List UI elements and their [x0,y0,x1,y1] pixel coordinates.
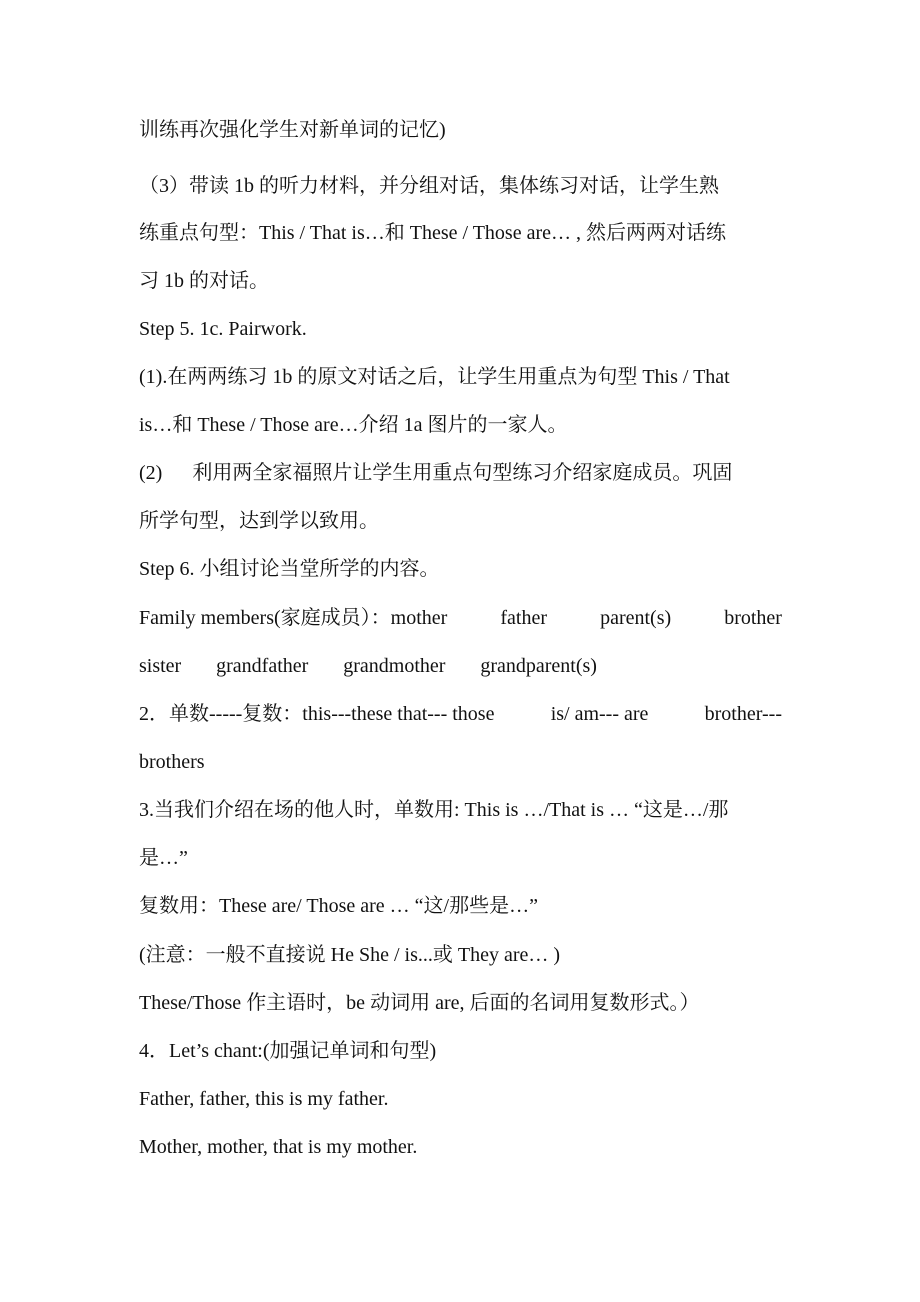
chant-line: Mother, mother, that is my mother. [139,1136,418,1158]
family-term: Family members(家庭成员）：mother [139,607,448,629]
family-term: sister [139,655,182,677]
family-term: brother [724,607,782,629]
text-line: 练重点句型：This / That is…和 These / Those are… , 然后两两对话练 [139,222,726,244]
text-line: 3.当我们介绍在场的他人时，单数用: This is …/That is … “这是…/那 [139,799,729,821]
family-members-row [139,651,597,681]
text-line: is…和 These / Those are…介绍 1a 图片的一家人。 [139,414,568,436]
step-heading: Step 6. 小组讨论当堂所学的内容。 [139,558,440,580]
text-line: 4．Let’s chant:(加强记单词和句型) [139,1040,437,1062]
text-line: 所学句型，达到学以致用。 [139,510,379,532]
text-line: (1).在两两练习 1b 的原文对话之后，让学生用重点为句型 This / That [139,366,730,388]
text-line: 训练再次强化学生对新单词的记忆) [139,119,446,141]
text-line: 是…” [139,847,188,869]
plural-row [139,699,782,729]
text-line: 复数用：These are/ Those are … “这/那些是…” [139,895,538,917]
text-line: （3）带读 1b 的听力材料，并分组对话，集体练习对话，让学生熟 [139,175,719,197]
chant-line: Father, father, this is my father. [139,1088,389,1110]
family-term: grandparent(s) [480,655,597,677]
text-line: These/Those 作主语时，be 动词用 are, 后面的名词用复数形式。） [139,992,700,1014]
plural-term: 2．单数-----复数：this---these that--- those [139,703,495,725]
plural-term: brother--- [704,703,782,725]
text-line: brothers [139,751,205,773]
plural-term: is/ am--- are [550,703,649,725]
text-line: (注意：一般不直接说 He She / is...或 They are… ) [139,944,561,966]
text-line: (2) 利用两全家福照片让学生用重点句型练习介绍家庭成员。巩固 [139,462,733,484]
text-line: 习 1b 的对话。 [139,270,269,292]
family-term: grandmother [343,655,446,677]
family-term: father [500,607,547,629]
step-heading: Step 5. 1c. Pairwork. [139,318,307,340]
family-term: grandfather [216,655,309,677]
family-members-row [139,603,782,633]
family-term: parent(s) [600,607,672,629]
